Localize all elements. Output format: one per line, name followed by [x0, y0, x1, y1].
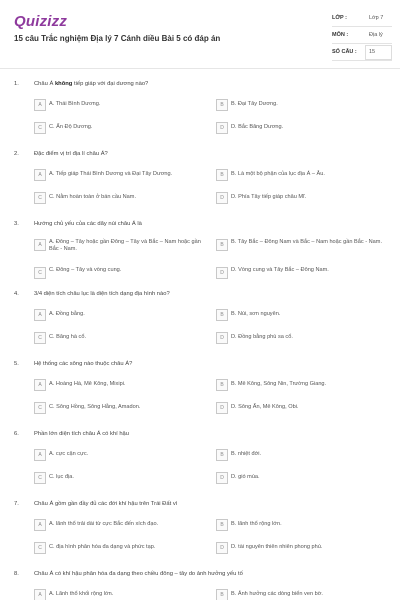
- meta-value: 15: [369, 49, 376, 55]
- question-number: 1.: [14, 81, 19, 87]
- option-d[interactable]: [216, 332, 386, 346]
- option-text: C. Ấn Độ Dương.: [49, 124, 93, 130]
- option-text: D. Phía Tây tiếp giáp châu Mĩ.: [231, 194, 307, 200]
- question-text: [34, 81, 148, 87]
- option-letter-badge: A: [34, 169, 46, 181]
- option-d[interactable]: [216, 542, 386, 556]
- option-letter-badge: C: [34, 267, 46, 279]
- option-letter-badge: B: [216, 239, 228, 251]
- option-letter-badge: D: [216, 332, 228, 344]
- option-letter-badge: D: [216, 472, 228, 484]
- meta-key: MÔN :: [332, 32, 349, 38]
- option-d[interactable]: [216, 472, 386, 486]
- option-text: D. Sông Ấn, Mê Kông, Obi.: [231, 404, 299, 410]
- meta-row-subject: [332, 27, 392, 44]
- meta-value: Địa lý: [369, 32, 383, 38]
- option-text: A. Lãnh thổ khối rộng lớn.: [49, 591, 114, 597]
- option-text: B. lãnh thổ rộng lớn.: [231, 521, 282, 527]
- option-b[interactable]: [216, 519, 386, 533]
- option-letter-badge: B: [216, 589, 228, 600]
- option-letter-badge: B: [216, 519, 228, 531]
- question-item: [0, 358, 400, 428]
- question-item: [0, 78, 400, 148]
- question-text: Hướng chủ yếu của các dãy núi châu Á là: [34, 221, 142, 227]
- option-a[interactable]: [34, 99, 204, 113]
- meta-row-grade: [332, 10, 392, 27]
- option-letter-badge: C: [34, 122, 46, 134]
- option-c[interactable]: [34, 332, 204, 346]
- option-a[interactable]: [34, 309, 204, 323]
- option-letter-badge: A: [34, 379, 46, 391]
- option-letter-badge: A: [34, 449, 46, 461]
- option-text: B. Là một bộ phận của lục địa Á – Âu.: [231, 171, 325, 177]
- question-item: [0, 148, 400, 218]
- question-text: Châu Á gồm gần đầy đủ các đới khí hậu trên Trái Đất vì: [34, 501, 178, 507]
- option-b[interactable]: [216, 237, 386, 251]
- option-letter-badge: D: [216, 192, 228, 204]
- question-item: [0, 288, 400, 358]
- option-letter-badge: B: [216, 99, 228, 111]
- option-text: B. Núi, sơn nguyên.: [231, 311, 281, 317]
- option-text: B. Tây Bắc – Đông Nam và Bắc – Nam hoặc gần Bắc - Nam.: [231, 239, 382, 245]
- question-text: 3/4 diện tích châu lục là diện tích dạng địa hình nào?: [34, 291, 170, 297]
- option-b[interactable]: [216, 379, 386, 393]
- worksheet-header: [0, 0, 400, 70]
- option-letter-badge: D: [216, 267, 228, 279]
- option-letter-badge: A: [34, 239, 46, 251]
- question-text-part: tiếp giáp với đại dương nào?: [72, 81, 149, 87]
- option-letter-badge: C: [34, 332, 46, 344]
- option-text: A. cực cận cực.: [49, 451, 89, 457]
- option-letter-badge: A: [34, 519, 46, 531]
- option-a[interactable]: [34, 379, 204, 393]
- option-letter-badge: C: [34, 192, 46, 204]
- question-text: Châu Á có khí hậu phân hóa đa dạng theo chiều đông – tây do ảnh hưởng yếu tố: [34, 571, 243, 577]
- option-letter-badge: C: [34, 542, 46, 554]
- option-c[interactable]: [34, 265, 204, 279]
- option-b[interactable]: [216, 99, 386, 113]
- option-text: D. Đồng bằng phù sa cổ.: [231, 334, 293, 340]
- option-text: A. Hoàng Hà, Mê Kông, Mixipi.: [49, 381, 126, 387]
- question-text-emphasis: không: [54, 81, 73, 87]
- option-c[interactable]: [34, 122, 204, 136]
- worksheet-title: 15 câu Trắc nghiệm Địa lý 7 Cánh diều Bài 5 có đáp án: [14, 34, 221, 43]
- option-b[interactable]: [216, 589, 386, 600]
- option-text: A. Thái Bình Dương.: [49, 101, 101, 107]
- option-c[interactable]: [34, 402, 204, 416]
- option-letter-badge: B: [216, 449, 228, 461]
- option-text: C. Sông Hồng, Sông Hằng, Amadon.: [49, 404, 141, 410]
- option-letter-badge: C: [34, 472, 46, 484]
- question-item: [0, 498, 400, 568]
- option-letter-badge: D: [216, 402, 228, 414]
- meta-key: SỐ CÂU :: [332, 49, 357, 55]
- question-text: Hệ thống các sông nào thuộc châu Á?: [34, 361, 133, 367]
- worksheet-meta: [332, 10, 392, 61]
- option-b[interactable]: [216, 169, 386, 183]
- option-a[interactable]: [34, 449, 204, 463]
- option-c[interactable]: [34, 542, 204, 556]
- question-text-part: Châu Á: [34, 81, 55, 87]
- option-letter-badge: D: [216, 122, 228, 134]
- option-letter-badge: A: [34, 589, 46, 600]
- option-text: B. Đại Tây Dương.: [231, 101, 278, 107]
- option-a[interactable]: [34, 169, 204, 183]
- option-d[interactable]: [216, 265, 386, 279]
- question-number: 3.: [14, 221, 19, 227]
- option-letter-badge: A: [34, 99, 46, 111]
- question-number: 8.: [14, 571, 19, 577]
- option-c[interactable]: [34, 472, 204, 486]
- question-text: Đặc điểm vị trí địa lí châu Á?: [34, 151, 108, 157]
- quizizz-logo: Quizizz: [14, 13, 68, 30]
- option-text: C. Đông – Tây và vòng cung.: [49, 267, 122, 273]
- option-letter-badge: B: [216, 309, 228, 321]
- question-number: 6.: [14, 431, 19, 437]
- option-a[interactable]: [34, 519, 204, 533]
- question-item: [0, 428, 400, 498]
- option-text: B. Ảnh hưởng các dòng biển ven bờ.: [231, 591, 323, 597]
- option-text: C. lục địa.: [49, 474, 74, 480]
- option-c[interactable]: [34, 192, 204, 206]
- option-text: C. địa hình phân hóa đa dạng và phức tạp.: [49, 544, 156, 550]
- option-text: D. Vòng cung và Tây Bắc – Đông Nam.: [231, 267, 329, 273]
- option-a[interactable]: [34, 589, 204, 600]
- option-d[interactable]: [216, 402, 386, 416]
- option-letter-badge: C: [34, 402, 46, 414]
- option-letter-badge: B: [216, 379, 228, 391]
- option-text: A. Đồng bằng.: [49, 311, 85, 317]
- option-text: D. tài nguyên thiên nhiên phong phú.: [231, 544, 323, 550]
- option-letter-badge: B: [216, 169, 228, 181]
- option-text: D. gió mùa.: [231, 474, 260, 480]
- option-b[interactable]: [216, 449, 386, 463]
- option-text: C. Băng hà cổ.: [49, 334, 87, 340]
- option-text: A. Đông – Tây hoặc gần Đông – Tây và Bắc – Nam hoặc gần Bắc - Nam.: [49, 239, 201, 252]
- header-divider: [0, 68, 400, 69]
- question-number: 5.: [14, 361, 19, 367]
- option-text: A. lãnh thổ trải dài từ cực Bắc đến xích đạo.: [49, 521, 159, 527]
- question-number: 2.: [14, 151, 19, 157]
- option-text: D. Bắc Băng Dương.: [231, 124, 284, 130]
- option-d[interactable]: [216, 122, 386, 136]
- meta-row-count: [332, 44, 392, 61]
- meta-key: LỚP :: [332, 15, 347, 21]
- option-b[interactable]: [216, 309, 386, 323]
- option-text: B. nhiệt đới.: [231, 451, 262, 457]
- option-a[interactable]: [34, 237, 204, 251]
- question-list: [0, 78, 400, 600]
- question-number: 7.: [14, 501, 19, 507]
- option-d[interactable]: [216, 192, 386, 206]
- option-letter-badge: D: [216, 542, 228, 554]
- question-text: Phần lớn diện tích châu Á có khí hậu: [34, 431, 130, 437]
- option-text: C. Nằm hoàn toàn ở bán cầu Nam.: [49, 194, 136, 200]
- question-item: [0, 218, 400, 288]
- option-letter-badge: A: [34, 309, 46, 321]
- meta-value: Lớp 7: [369, 15, 384, 21]
- question-number: 4.: [14, 291, 19, 297]
- option-text: A. Tiếp giáp Thái Bình Dương và Đại Tây Dương.: [49, 171, 173, 177]
- question-item: [0, 568, 400, 600]
- option-text: B. Mê Kông, Sông Nin, Trường Giang.: [231, 381, 327, 387]
